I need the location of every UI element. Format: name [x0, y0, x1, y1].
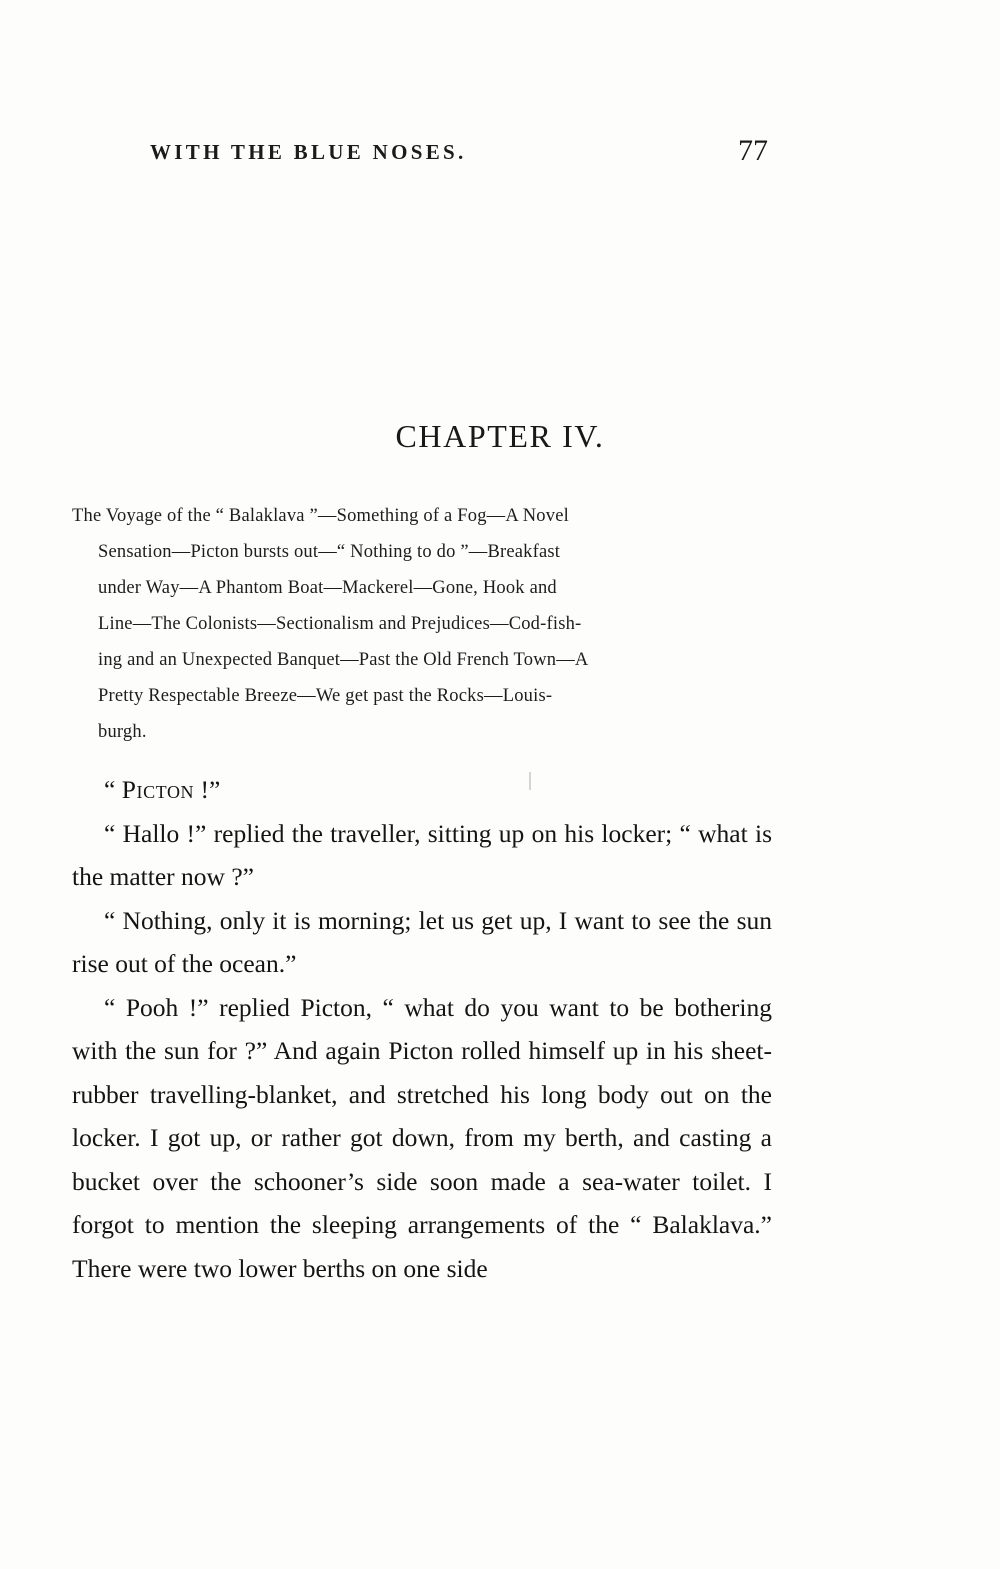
synopsis-line: The Voyage of the “ Balaklava ”—Something of a Fog—A Novel — [72, 506, 569, 526]
running-head-title: WITH THE BLUE NOSES. — [150, 140, 467, 164]
synopsis-line: burgh. — [98, 722, 147, 742]
paragraph: “ Pooh !” replied Picton, “ what do you want to be bothering with the sun for ?” And again Picton rolled himself up in his sheet-rubber travelling-blanket, and stretched his long body out on the locker. I got up, or rather got down, from my berth, and casting a bucket over the schooner’s side soon made a sea-water toilet. I forgot to mention the sleeping arrangements of the “ Balaklava.” There were two lower berths on one side — [72, 992, 772, 1283]
synopsis-line: Pretty Respectable Breeze—We get past the Rocks—Louis- — [98, 686, 553, 706]
paragraph-opening — [72, 768, 772, 812]
paragraph: “ Hallo !” replied the traveller, sitting up on his locker; “ what is the matter now ?” — [72, 818, 772, 891]
smallcaps-name: Picton — [121, 775, 195, 804]
synopsis-line: Line—The Colonists—Sectionalism and Prejudices—Cod-fish- — [98, 614, 582, 634]
paragraph: “ Nothing, only it is morning; let us get up, I want to see the sun rise out of the ocean.” — [72, 905, 772, 978]
chapter-synopsis — [72, 498, 766, 750]
page-number: 77 — [738, 134, 768, 167]
body-text — [72, 768, 772, 1290]
synopsis-line: under Way—A Phantom Boat—Mackerel—Gone, Hook and — [98, 578, 557, 598]
running-head — [150, 134, 850, 167]
paper-speck — [529, 772, 531, 790]
synopsis-line: Sensation—Picton bursts out—“ Nothing to do ”—Breakfast — [98, 542, 561, 562]
chapter-title: CHAPTER IV. — [395, 418, 605, 454]
quote-close: !” — [194, 775, 221, 804]
quote-open: “ — [104, 775, 122, 804]
synopsis-line: ing and an Unexpected Banquet—Past the Old French Town—A — [98, 650, 589, 670]
